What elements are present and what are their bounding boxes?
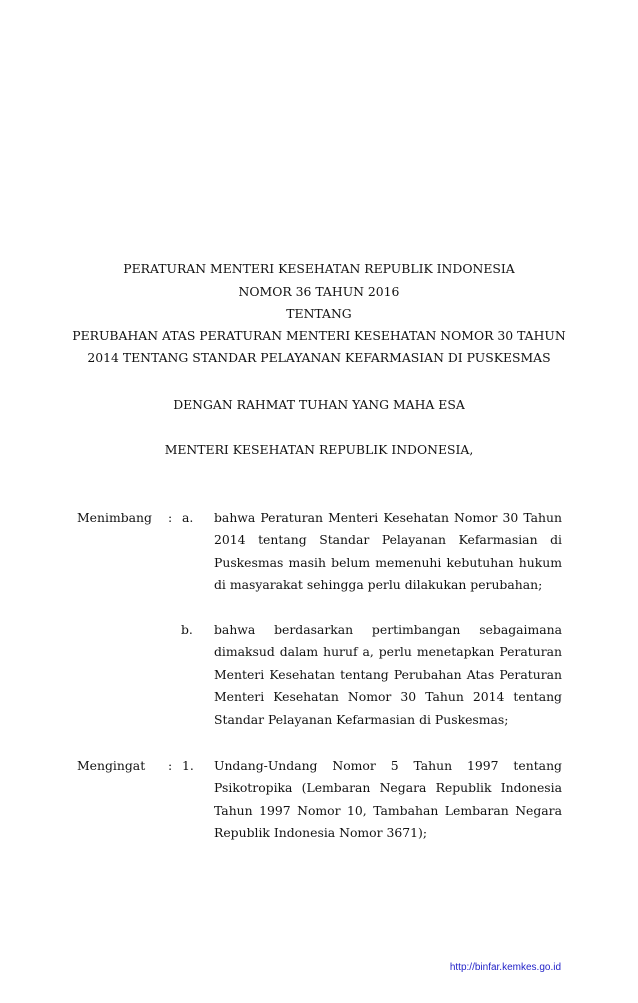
mengingat-label: Mengingat: [77, 758, 146, 773]
regulation-title: PERATURAN MENTERI KESEHATAN REPUBLIK INDONESIA: [123, 261, 515, 276]
mengingat-item-text: Undang-Undang Nomor 5 Tahun 1997 tentang Psikotropika (Lembaran Negara Republik Indonesia Tahun 1997 Nomor 10, Tambahan Lembaran Negara Republik Indonesia Nomor 3671);: [214, 758, 562, 841]
menimbang-item-marker: b.: [181, 622, 193, 637]
mengingat-item-marker: 1.: [182, 758, 194, 773]
menimbang-item-text: bahwa Peraturan Menteri Kesehatan Nomor 30 Tahun 2014 tentang Standar Pelayanan Kefarmasian di Puskesmas masih belum memenuhi kebutuhan hukum di masyarakat sehingga perlu dilakukan perubahan;: [214, 510, 562, 593]
regulation-subject-line-1: PERUBAHAN ATAS PERATURAN MENTERI KESEHATAN NOMOR 30 TAHUN: [72, 328, 566, 343]
menimbang-item-text: bahwa berdasarkan pertimbangan sebagaimana dimaksud dalam huruf a, perlu menetapkan Peraturan Menteri Kesehatan tentang Perubahan Atas Peraturan Menteri Kesehatan Nomor 30 Tahun 2014 tentang Standar Pelayanan Kefarmasian di Puskesmas;: [214, 622, 562, 727]
issuer: MENTERI KESEHATAN REPUBLIK INDONESIA,: [164, 442, 474, 457]
regulation-tentang: TENTANG: [286, 306, 352, 321]
mengingat-colon: :: [168, 758, 173, 773]
menimbang-item-marker: a.: [182, 510, 194, 525]
menimbang-label: Menimbang: [77, 510, 152, 525]
invocation: DENGAN RAHMAT TUHAN YANG MAHA ESA: [173, 397, 465, 412]
regulation-subject-line-2: 2014 TENTANG STANDAR PELAYANAN KEFARMASIAN DI PUSKESMAS: [87, 350, 551, 365]
footer-url-link[interactable]: http://binfar.kemkes.go.id: [449, 962, 561, 973]
menimbang-colon: :: [168, 510, 173, 525]
regulation-number: NOMOR 36 TAHUN 2016: [238, 284, 400, 299]
